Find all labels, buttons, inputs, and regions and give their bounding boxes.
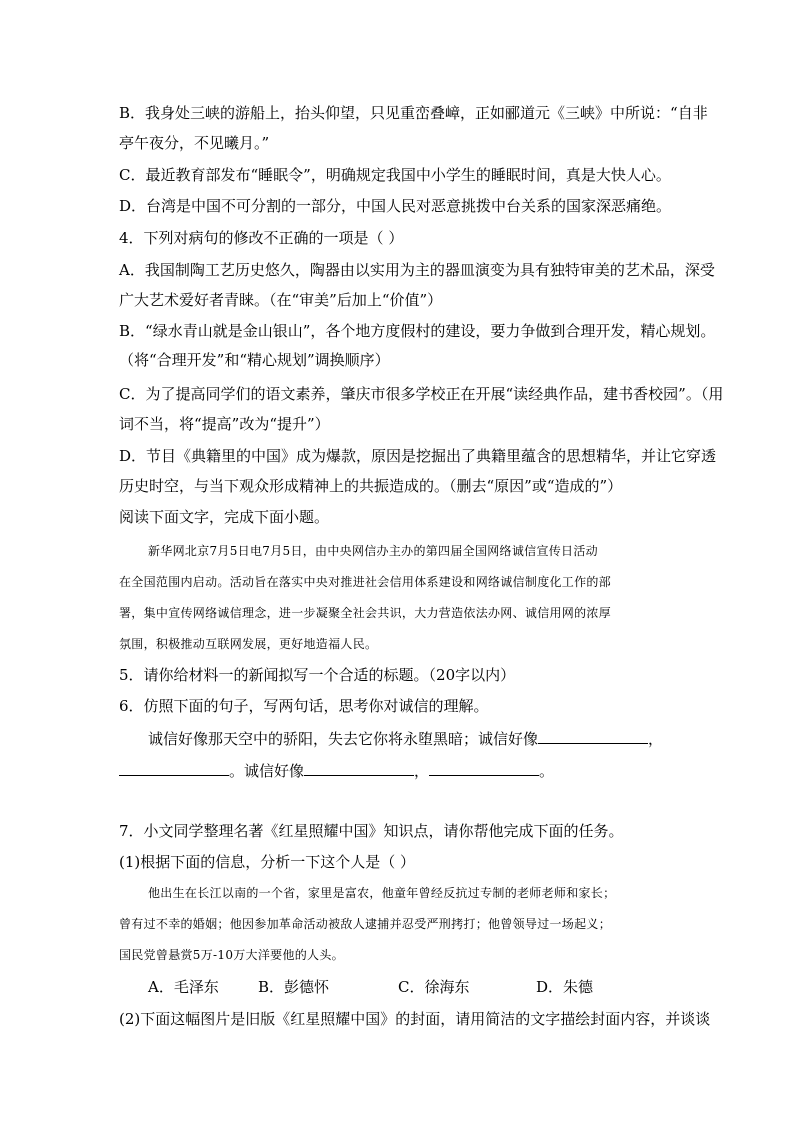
q6-stem: 6．仿照下面的句子，写两句话，思考你对诚信的理解。 — [119, 697, 489, 715]
q7-sub2: (2)下面这幅图片是旧版《红星照耀中国》的封面，请用简洁的文字描绘封面内容，并谈谈 — [119, 1010, 711, 1028]
q4-option-d-line1: D．节目《典籍里的中国》成为爆款，原因是挖掘出了典籍里蕴含的思想精华，并让它穿透 — [119, 447, 717, 465]
reading-intro: 阅读下面文字，完成下面小题。 — [119, 508, 330, 526]
q4-option-a-line1: A．我国制陶工艺历史悠久，陶器由以实用为主的器皿演变为具有独特审美的艺术品，深受 — [119, 261, 715, 279]
q3-option-c: C．最近教育部发布“睡眠令”，明确规定我国中小学生的睡眠时间，真是大快人心。 — [119, 166, 671, 184]
passage-line-2: 在全国范围内启动。活动旨在落实中央对推进社会信用体系建设和网络诚信制度化工作的部 — [119, 575, 612, 589]
q3-option-d: D．台湾是中国不可分割的一部分，中国人民对恶意挑拨中台关系的国家深恶痛绝。 — [119, 197, 672, 215]
q6-line2-comma: ， — [414, 762, 430, 780]
q7-info-line1: 他出生在长江以南的一个省，家里是富农，他童年曾经反抗过专制的老师老师和家长； — [148, 886, 616, 900]
q3-option-b-line2: 亭午夜分，不见曦月。” — [119, 134, 270, 152]
q5-stem: 5．请你给材料一的新闻拟写一个合适的标题。（20字以内） — [119, 666, 516, 684]
q4-option-d-line2: 历史时空，与当下观众形成精神上的共振造成的。（删去“原因”或“造成的”） — [119, 477, 623, 495]
q7-option-b[interactable]: B．彭德怀 — [258, 978, 330, 996]
q7-sub1: (1)根据下面的信息，分析一下这个人是（ ） — [119, 853, 416, 871]
q4-option-a-line2: 广大艺术爱好者青睐。（在“审美”后加上“价值”） — [119, 291, 443, 309]
q6-comma: ， — [648, 730, 664, 748]
q7-option-a[interactable]: A．毛泽东 — [148, 978, 219, 996]
q6-line2-mid: 。诚信好像 — [229, 762, 305, 780]
q3-option-b-line1: B．我身处三峡的游船上，抬头仰望，只见重峦叠嶂，正如郦道元《三峡》中所说：“自非 — [119, 104, 708, 122]
q6-example-text: 诚信好像那天空中的骄阳，失去它你将永堕黑暗；诚信好像 — [148, 730, 539, 748]
passage-line-1: 新华网北京7月5日电7月5日，由中央网信办主办的第四届全国网络诚信宣传日活动 — [148, 544, 598, 558]
q7-info-line3: 国民党曾悬赏5万-10万大洋要他的人头。 — [119, 948, 344, 962]
q4-option-b-line1: B．“绿水青山就是金山银山”，各个地方度假村的建设，要力争做到合理开发，精心规划。 — [119, 322, 716, 340]
q7-options — [148, 977, 593, 997]
q6-example-line2 — [119, 760, 554, 781]
q4-option-b-line2: （将“合理开发”和“精心规划”调换顺序） — [119, 351, 390, 369]
answer-blank-1[interactable] — [538, 728, 648, 744]
q6-line2-end: 。 — [539, 762, 555, 780]
q6-example-line1 — [148, 728, 663, 749]
passage-line-4: 氛围，积极推动互联网发展，更好地造福人民。 — [119, 637, 378, 651]
q7-option-c[interactable]: C．徐海东 — [398, 978, 470, 996]
q4-option-c-line2: 词不当，将“提高”改为“提升”） — [119, 415, 330, 433]
answer-blank-2[interactable] — [119, 760, 229, 776]
q4-option-c-line1: C．为了提高同学们的语文素养，肇庆市很多学校正在开展“读经典作品，建书香校园”。（用 — [119, 385, 724, 403]
q4-stem: 4．下列对病句的修改不正确的一项是（ ） — [119, 229, 404, 247]
answer-blank-4[interactable] — [429, 760, 539, 776]
q7-info-line2: 曾有过不幸的婚姻；他因参加革命活动被敌人逮捕并忍受严刑拷打；他曾领导过一场起义； — [119, 917, 612, 931]
passage-line-3: 署，集中宣传网络诚信理念，进一步凝聚全社会共识，大力营造依法办网、诚信用网的浓厚 — [119, 606, 612, 620]
answer-blank-3[interactable] — [304, 760, 414, 776]
q7-stem: 7．小文同学整理名著《红星照耀中国》知识点，请你帮他完成下面的任务。 — [119, 822, 624, 840]
q7-option-d[interactable]: D．朱德 — [536, 978, 594, 996]
